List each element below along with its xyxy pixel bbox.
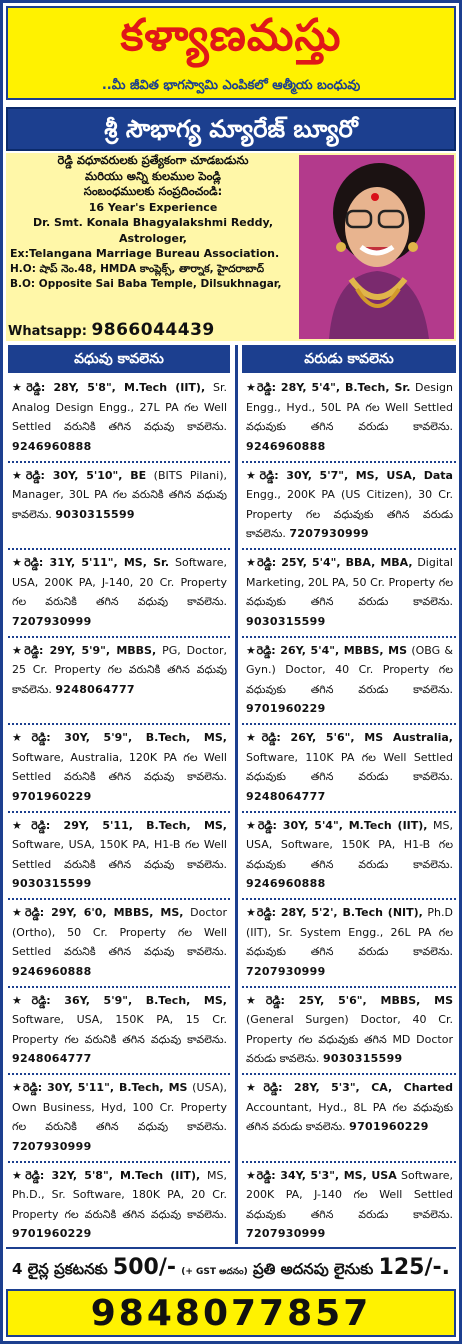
listing: [8, 638, 230, 726]
listing-phone[interactable]: 7207930999: [246, 964, 326, 978]
star-icon: ★: [12, 906, 26, 919]
star-icon: ★: [246, 731, 262, 744]
star-icon: ★: [246, 381, 257, 394]
listing: [8, 550, 230, 638]
listing-head: రెడ్డి: 29Y, 6'0, MBBS, MS,: [25, 906, 184, 919]
listing-phone[interactable]: 7207930999: [12, 614, 92, 628]
branch-office: B.O: Opposite Sai Baba Temple, Dilsukhnagar,: [10, 278, 282, 290]
contact-phone[interactable]: 9848077857: [6, 1289, 456, 1337]
gst-note: (+ GST అదనం): [181, 1267, 248, 1277]
extra-amount: 125/-.: [378, 1255, 450, 1280]
experience: 16 Year's Experience: [88, 200, 218, 214]
listing-head: రెడ్డి: 26Y, 5'6", MS Australia,: [261, 731, 453, 744]
grooms-wanted-column: [242, 375, 456, 1250]
star-icon: ★: [12, 381, 27, 394]
star-icon: ★: [12, 1081, 24, 1094]
star-icon: ★: [12, 1168, 26, 1182]
whatsapp-label: Whatsapp:: [8, 324, 87, 339]
listing-phone[interactable]: 9701960229: [12, 1227, 92, 1240]
whatsapp-number[interactable]: 9866044439: [91, 320, 215, 340]
listing-body: Software, 200K PA, J-140 గల Well Settled వధువుకు తగిన వరుడు కావలెను.: [246, 1168, 453, 1221]
listing-phone[interactable]: 9030315599: [322, 1052, 403, 1065]
listing: [8, 813, 230, 901]
star-icon: ★: [246, 818, 258, 832]
star-icon: ★: [246, 993, 266, 1007]
listing: [8, 463, 230, 551]
listing: [8, 900, 230, 988]
listing-head: రెడ్డి: 30Y, 5'4", M.Tech (IIT),: [257, 818, 428, 832]
rate-prefix: 4 లైన్ల ప్రకటనకు: [12, 1260, 108, 1278]
listing-head: రెడ్డి: 28Y, 5'3", CA, Charted: [263, 1081, 453, 1094]
listing-body: Ph.D (IIT), Sr. System Engg., 26L PA గల వధువుకు తగిన వరుడు కావలెను.: [246, 906, 453, 958]
star-icon: ★: [246, 556, 258, 569]
rate-line: [6, 1247, 456, 1285]
listing: [242, 375, 456, 463]
listing-body: Design Engg., Hyd., 50L PA గల Well Settled వధువుకు తగిన వరుడు కావలెను.: [246, 381, 453, 433]
star-icon: ★: [12, 993, 32, 1007]
star-icon: ★: [246, 906, 257, 919]
astrologer-name: Dr. Smt. Konala Bhagyalakshmi Reddy,: [32, 216, 274, 229]
listing-body: Doctor (Ortho), 50 Cr. Property గల Well Settled వరునికి తగిన వధువు కావలెను.: [12, 906, 227, 958]
listing-head: రెడ్డి: 29Y, 5'9", MBBS,: [24, 643, 157, 657]
star-icon: ★: [12, 556, 25, 569]
intro-line: రెడ్డి వధూవరులకు ప్రత్యేకంగా చూడబడును: [57, 153, 249, 167]
column-divider: [235, 345, 238, 1244]
listing: [8, 375, 230, 463]
listing-head: రెడ్డి: 29Y, 5'11, B.Tech, MS,: [31, 818, 227, 832]
listing-head: రెడ్డి: 30Y, 5'7", MS, USA, Data: [259, 468, 453, 482]
listing-phone[interactable]: 7207930999: [246, 1227, 326, 1240]
listing-phone[interactable]: 9701960229: [246, 702, 326, 715]
listing-phone[interactable]: 9246960888: [12, 964, 92, 978]
listing-body: Sr. Analog Design Engg., 27L PA గల Well Settled వరునికి తగిన వధువు కావలెను.: [12, 381, 227, 433]
listing-phone[interactable]: 9248064777: [246, 789, 326, 803]
brides-wanted-column: [8, 375, 230, 1250]
masthead-title: కళ్యాణమస్తు: [120, 10, 342, 61]
listing-head: రెడ్డి: 25Y, 5'6", MBBS, MS: [265, 993, 453, 1007]
listing: [242, 463, 456, 551]
portrait-illustration: [299, 155, 454, 339]
star-icon: ★: [12, 643, 25, 657]
listing-head: రెడ్డి: 30Y, 5'9", B.Tech, MS,: [31, 731, 227, 744]
listing-body: Software, USA, 150K PA, H1-B గల Well Settled వరునికి తగిన వధువు కావలెను.: [12, 838, 227, 871]
listing-phone[interactable]: 7207930999: [289, 527, 369, 540]
listing-body: PG, Doctor, 25 Cr. Property గల వరునికి తగిన వధువు కావలెను.: [12, 643, 227, 696]
listing-head: రెడ్డి: 31Y, 5'11", MS, Sr.: [24, 556, 170, 569]
listing-phone[interactable]: 9248064777: [12, 1052, 92, 1065]
listing-head: రెడ్డి: 25Y, 5'4", BBA, MBA,: [257, 556, 413, 569]
listing-head: రెడ్డి: 36Y, 5'9", B.Tech, MS,: [31, 993, 227, 1007]
listing-phone[interactable]: 9246960888: [12, 439, 92, 453]
listing-head: రెడ్డి: 26Y, 5'4", MBBS, MS: [256, 643, 408, 657]
listing: [242, 988, 456, 1076]
rate-suffix: ప్రతి అదనపు లైనుకు: [252, 1260, 374, 1278]
masthead: [6, 6, 456, 100]
intro-line: మరియు అన్ని కులముల పెండ్లి: [85, 168, 221, 183]
whatsapp-contact: [8, 320, 215, 340]
rate-amount: 500/-: [112, 1255, 177, 1280]
listing-body: MS, Ph.D., Sr. Software, 180K PA, 20 Cr. Property గల వరునికి తగిన వధువు కావలెను.: [12, 1168, 227, 1221]
listing-phone[interactable]: 9030315599: [12, 877, 92, 890]
star-icon: ★: [246, 643, 257, 657]
listing-phone[interactable]: 9248064777: [55, 682, 135, 696]
listing-body: (USA), Own Business, Hyd, 100 Cr. Property గల వరునికి తగిన వధువు కావలెను.: [12, 1081, 228, 1133]
listing: [242, 725, 456, 813]
listing-body: Software, USA, 150K PA, 15 Cr. Property గల వరునికి తగిన వధువు కావలెను.: [12, 1013, 227, 1046]
listing-body: (BITS Pilani), Manager, 30L PA గల వరునికి తగిన వధువు కావలెను.: [12, 468, 227, 521]
star-icon: ★: [246, 468, 260, 482]
listing: [242, 813, 456, 901]
intro-block: [6, 153, 456, 341]
brides-wanted-heading: వధువు కావలెను: [8, 345, 230, 373]
listing-body: Software, USA, 200K PA, J-140, 20 Cr. Property గల వరునికి తగిన వధువు కావలెను.: [12, 556, 227, 608]
star-icon: ★: [246, 1081, 264, 1094]
listing-phone[interactable]: 9030315599: [55, 507, 135, 521]
listing-body: Digital Marketing, 20L PA, 50 Cr. Property గల వధువుకు తగిన వరుడు కావలెను.: [246, 556, 453, 608]
listing-phone[interactable]: 9246960888: [246, 439, 326, 453]
listing: [8, 725, 230, 813]
astrologer-role: Astrologer,: [119, 231, 187, 245]
listing-head: రెడ్డి: 30Y, 5'11", B.Tech, MS: [23, 1081, 188, 1094]
association: Ex:Telangana Marriage Bureau Association.: [10, 247, 280, 260]
intro-line: సంబంధములకు సంప్రదించండి:: [83, 184, 223, 198]
grooms-wanted-heading: వరుడు కావలెను: [242, 345, 456, 373]
listing: [8, 1075, 230, 1163]
listing-phone[interactable]: 7207930999: [12, 1139, 92, 1153]
listing-body: Software, 110K PA గల Well Settled వధువుకు తగిన వరుడు కావలెను.: [246, 750, 453, 783]
astrologer-photo: [299, 155, 454, 339]
listing: [242, 1075, 456, 1163]
listing-body: (General Surgen) Doctor, 40 Cr. Property గల వధువుకు తగిన MD Doctor వరుడు కావలెను.: [246, 1013, 453, 1065]
listing-phone[interactable]: 9701960229: [349, 1120, 429, 1133]
listing: [8, 1163, 230, 1251]
listing-head: రెడ్డి: 28Y, 5'4", B.Tech, Sr.: [256, 381, 411, 394]
star-icon: ★: [12, 468, 26, 482]
listing-body: Engg., 200K PA (US Citizen), 30 Cr. Property గల వధువుకు తగిన వరుడు కావలెను.: [246, 488, 453, 540]
listing: [242, 900, 456, 988]
bureau-name: శ్రీ సౌభాగ్య మ్యారేజ్ బ్యూరో: [6, 107, 456, 151]
listing: [242, 1163, 456, 1251]
listing-head: రెడ్డి: 32Y, 5'8", M.Tech (IIT),: [25, 1168, 201, 1182]
masthead-tagline: ..మీ జీవిత భాగస్వామి ఎంపికలో ఆత్మీయ బంధువు: [8, 74, 454, 98]
listing-phone[interactable]: 9701960229: [12, 789, 92, 803]
listing-body: Accountant, Hyd., 8L PA గల వధువుకు తగిన వరుడు కావలెను.: [246, 1100, 453, 1133]
intro-text: [8, 153, 298, 293]
listing: [242, 638, 456, 726]
star-icon: ★: [246, 1168, 257, 1182]
listing-body: MS, USA, Software, 150K PA, H1-B గల వధువుకు తగిన వరుడు కావలెను.: [246, 818, 453, 871]
star-icon: ★: [12, 731, 32, 744]
listing-phone[interactable]: 9246960888: [246, 877, 326, 890]
listing-head: రెడ్డి: 28Y, 5'8", M.Tech (IIT),: [26, 381, 206, 394]
head-office: H.O: షాప్ నెం.48, HMDA కాంప్లెక్స్, తార్నాక, హైదరాబాద్: [10, 262, 265, 275]
listing-body: (OBG & Gyn.) Doctor, 40 Cr. Property గల వధువుకు తగిన వరుడు కావలెను.: [246, 643, 453, 696]
star-icon: ★: [12, 818, 32, 832]
listing-head: రెడ్డి: 30Y, 5'10", BE: [25, 468, 147, 482]
listing-head: రెడ్డి: 34Y, 5'3", MS, USA: [256, 1168, 397, 1182]
listing: [8, 988, 230, 1076]
listing-phone[interactable]: 9030315599: [246, 614, 326, 628]
listing-head: రెడ్డి: 28Y, 5'2', B.Tech (NIT),: [256, 906, 423, 919]
listing-body: Software, Australia, 120K PA గల Well Settled వరునికి తగిన వధువు కావలెను.: [12, 750, 227, 783]
listing: [242, 550, 456, 638]
